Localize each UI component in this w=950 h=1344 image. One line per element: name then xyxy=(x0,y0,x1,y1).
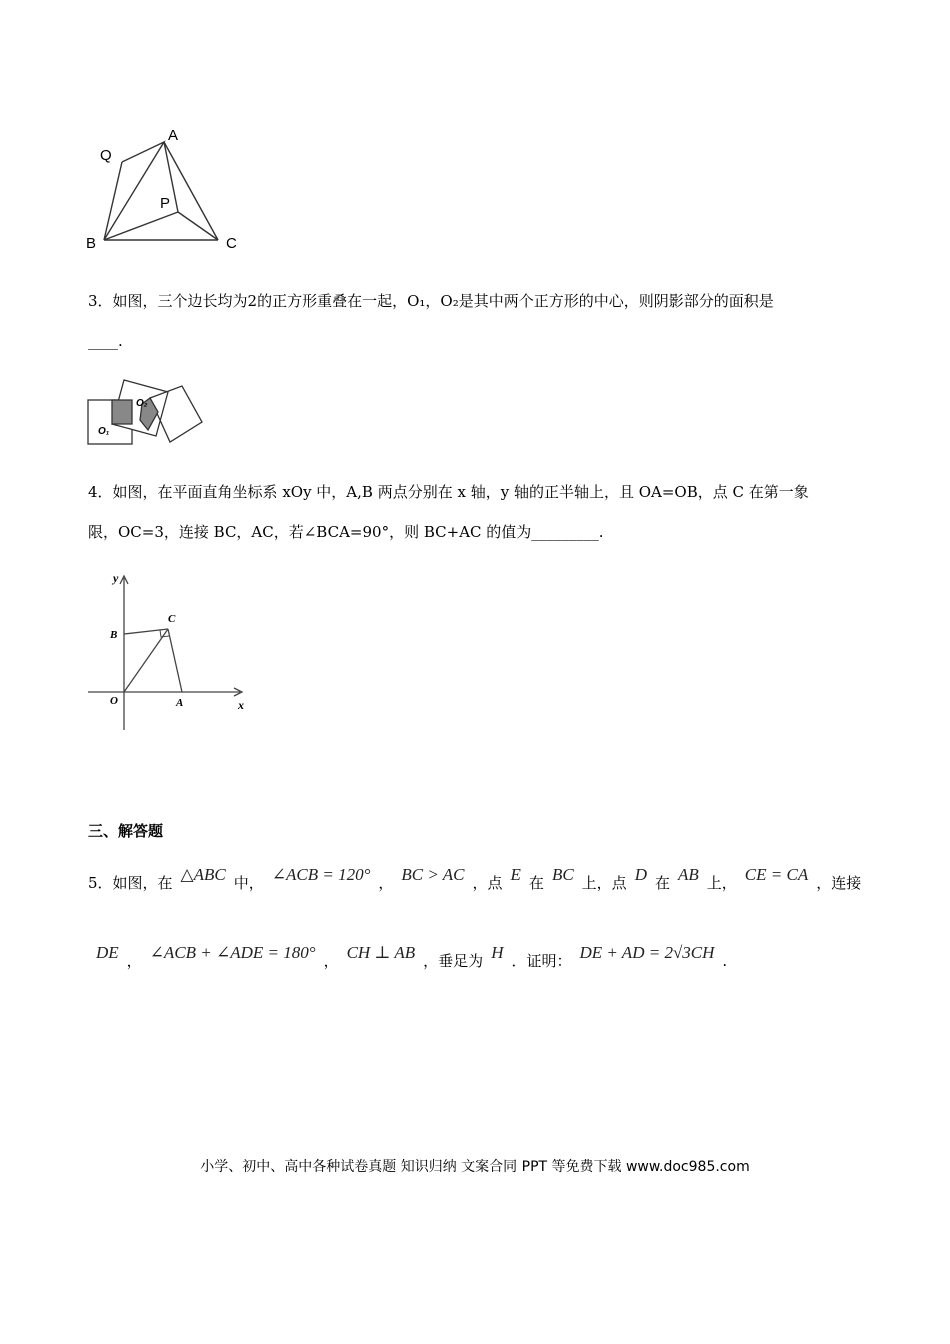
label-c: C xyxy=(226,235,237,252)
segment-ca xyxy=(168,629,182,692)
label-c: C xyxy=(168,613,176,625)
label-a: A xyxy=(176,697,184,709)
math-expression: △ABC xyxy=(180,865,226,884)
label-q: Q xyxy=(100,147,112,164)
math-expression: E xyxy=(510,865,521,884)
math-expression: D xyxy=(634,865,647,884)
segment-qa-ab xyxy=(104,142,164,240)
segment-bc xyxy=(124,629,168,634)
label-x: x xyxy=(238,698,244,712)
label-p: P xyxy=(160,195,171,212)
math-expression: H xyxy=(491,943,504,962)
math-expression: CH ⊥ AB xyxy=(346,943,416,962)
text-fragment: ，垂足为 xyxy=(423,952,484,970)
math-expression: BC > AC xyxy=(401,865,465,884)
text-fragment: 5．如图，在 xyxy=(88,874,173,892)
text-fragment: ，连接 xyxy=(816,874,862,892)
question-3-line-1: 3．如图，三个边长均为2的正方形重叠在一起，O₁，O₂是其中两个正方形的中心，则阴影部分的面积是 xyxy=(88,292,774,310)
question-4-line-2: 限，OC=3，连接 BC，AC，若∠BCA=90°，则 BC+AC 的值为_________. xyxy=(88,523,604,541)
text-fragment: ， xyxy=(378,874,394,892)
question-5-line-1 xyxy=(88,865,862,894)
label-b: B xyxy=(110,629,118,641)
section-title: 三、解答题 xyxy=(88,822,164,840)
segment-qb xyxy=(104,162,122,240)
math-expression: ∠ACB + ∠ADE = 180° xyxy=(149,943,316,962)
segment-pc xyxy=(178,212,218,240)
figure-overlapping-squares xyxy=(84,374,214,450)
text-fragment: . xyxy=(722,952,728,970)
math-expression: DE + AD = 2√3CH xyxy=(579,943,715,962)
math-expression: ∠ACB = 120° xyxy=(271,865,371,884)
figure-coordinate-system xyxy=(86,566,256,736)
label-o: O xyxy=(110,695,118,707)
label-o1: O₁ xyxy=(98,426,110,437)
math-expression: BC xyxy=(551,865,574,884)
label-y: y xyxy=(113,571,119,585)
question-3-line-2: ____. xyxy=(88,332,123,350)
label-b: B xyxy=(86,235,97,252)
text-fragment: ， xyxy=(126,952,142,970)
shaded-region-1 xyxy=(112,400,132,424)
text-fragment: 上， xyxy=(706,874,737,892)
text-fragment: 在 xyxy=(528,874,544,892)
math-expression: DE xyxy=(96,943,119,962)
label-a: A xyxy=(168,127,179,144)
text-fragment: 中， xyxy=(233,874,264,892)
question-5-line-2 xyxy=(88,943,728,972)
text-fragment: ．证明： xyxy=(511,952,572,970)
math-expression: AB xyxy=(677,865,699,884)
text-fragment: 上，点 xyxy=(581,874,627,892)
figure-quadrilateral-qabc xyxy=(82,124,252,254)
math-expression: CE = CA xyxy=(744,865,809,884)
text-fragment: ，点 xyxy=(472,874,503,892)
segment-oc xyxy=(124,629,168,692)
text-fragment: ， xyxy=(323,952,339,970)
segment-bp xyxy=(104,212,178,240)
footer-text: 小学、初中、高中各种试卷真题 知识归纳 文案合同 PPT 等免费下载 www.doc985.com xyxy=(200,1159,750,1175)
segment-ac xyxy=(164,142,218,240)
text-fragment: 在 xyxy=(654,874,670,892)
square-3 xyxy=(150,386,202,442)
question-4-line-1: 4．如图，在平面直角坐标系 xOy 中，A,B 两点分别在 x 轴，y 轴的正半轴上，且 OA=OB，点 C 在第一象 xyxy=(88,483,809,501)
label-o2: O₂ xyxy=(136,398,148,409)
